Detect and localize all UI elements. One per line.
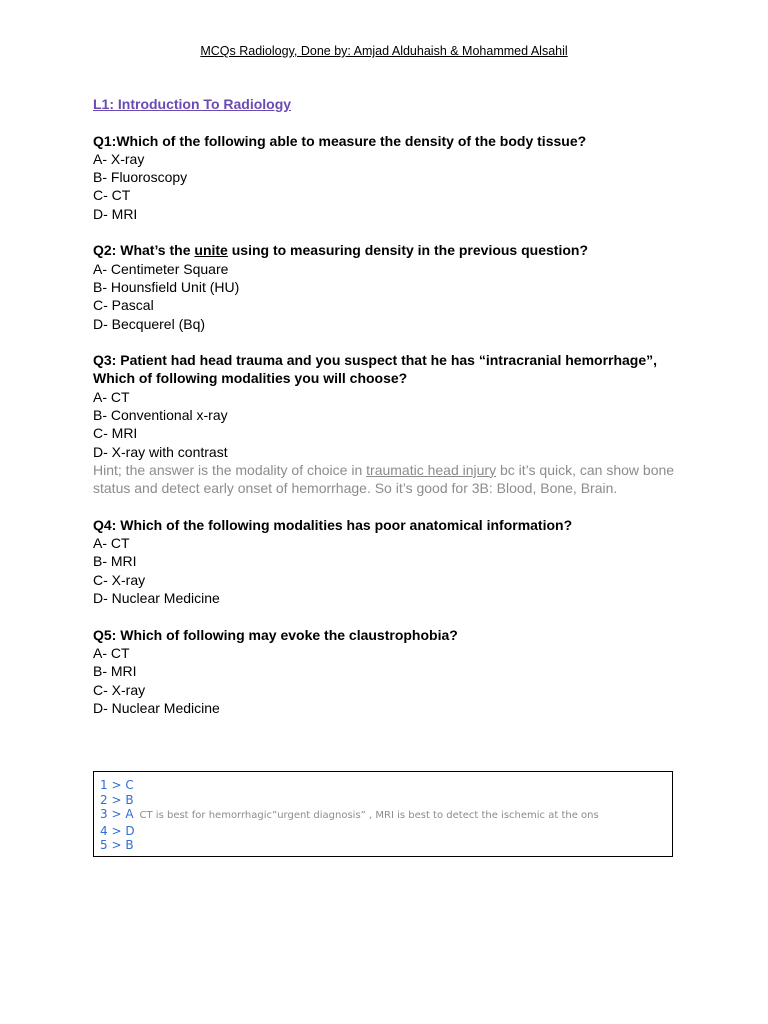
question-5-option-d: D- Nuclear Medicine — [93, 699, 220, 716]
hint-text-before: Hint; the answer is the modality of choice in — [93, 461, 367, 478]
answer-row-3 — [100, 807, 666, 824]
question-5-option-b: B- MRI — [93, 663, 137, 680]
answer-row-4 — [100, 824, 666, 839]
answer-note: CT is best for hemorrhagic”urgent diagnosis” , MRI is best to detect the ischemic at the ons — [139, 810, 599, 821]
answer-key-box — [93, 771, 673, 857]
answer-row-1 — [100, 778, 666, 793]
section-title: L1: Introduction To Radiology — [93, 96, 292, 112]
question-2-option-d: D- Becquerel (Bq) — [93, 315, 206, 332]
question-3-option-c: C- MRI — [93, 425, 138, 442]
question-4-option-a: A- CT — [93, 535, 130, 552]
answer-row-2 — [100, 793, 666, 808]
question-2 — [93, 241, 683, 332]
question-3 — [93, 351, 683, 497]
question-2-option-a: A- Centimeter Square — [93, 260, 229, 277]
answer-key: 3 > A — [100, 807, 134, 821]
question-5-option-c: C- X-ray — [93, 681, 146, 698]
question-3-text-line-1: Q3: Patient had head trauma and you suspect that he has “intracranial hemorrhage”, — [93, 352, 658, 369]
question-4-option-d: D- Nuclear Medicine — [93, 590, 220, 607]
hint-link-traumatic-head-injury[interactable]: traumatic head injury — [366, 461, 497, 478]
question-5-option-a: A- CT — [93, 644, 130, 661]
question-3-text-line-2: Which of following modalities you will choose? — [93, 370, 408, 387]
question-1-option-d: D- MRI — [93, 205, 138, 222]
question-4-option-b: B- MRI — [93, 553, 137, 570]
answer-row-5 — [100, 838, 666, 853]
question-1 — [93, 132, 683, 223]
question-5-text: Q5: Which of following may evoke the claustrophobia? — [93, 626, 458, 643]
answer-key: 1 > C — [100, 778, 134, 792]
question-2-option-c: C- Pascal — [93, 297, 154, 314]
question-2-text — [93, 241, 683, 259]
answer-key: 2 > B — [100, 792, 134, 807]
question-3-option-a: A- CT — [93, 388, 130, 405]
page-header: MCQs Radiology, Done by: Amjad Alduhaish & Mohammed Alsahil — [200, 44, 568, 58]
question-3-hint — [93, 461, 683, 498]
question-1-option-c: C- CT — [93, 187, 131, 204]
question-4-option-c: C- X-ray — [93, 571, 146, 588]
document-body — [93, 95, 683, 735]
question-1-option-a: A- X-ray — [93, 150, 145, 167]
question-4 — [93, 516, 683, 607]
question-2-text-after: using to measuring density in the previous question? — [227, 242, 588, 259]
question-1-text: Q1:Which of the following able to measure the density of the body tissue? — [93, 132, 587, 149]
question-3-option-b: B- Conventional x-ray — [93, 407, 228, 424]
question-2-text-before: Q2: What’s the — [93, 242, 195, 259]
question-3-option-d: D- X-ray with contrast — [93, 443, 228, 460]
answer-key: 4 > D — [100, 823, 135, 838]
question-2-text-underlined: unite — [194, 242, 228, 259]
answer-key: 5 > B — [100, 838, 134, 852]
question-5 — [93, 626, 683, 717]
question-4-text: Q4: Which of the following modalities has poor anatomical information? — [93, 516, 573, 533]
question-2-option-b: B- Hounsfield Unit (HU) — [93, 278, 240, 295]
question-1-option-b: B- Fluoroscopy — [93, 169, 188, 186]
hint-text-after: bc it’s quick, can show bone status and detect early onset of hemorrhage. So it’s good for 3B: Blood, Bone, Brain. — [93, 461, 675, 497]
